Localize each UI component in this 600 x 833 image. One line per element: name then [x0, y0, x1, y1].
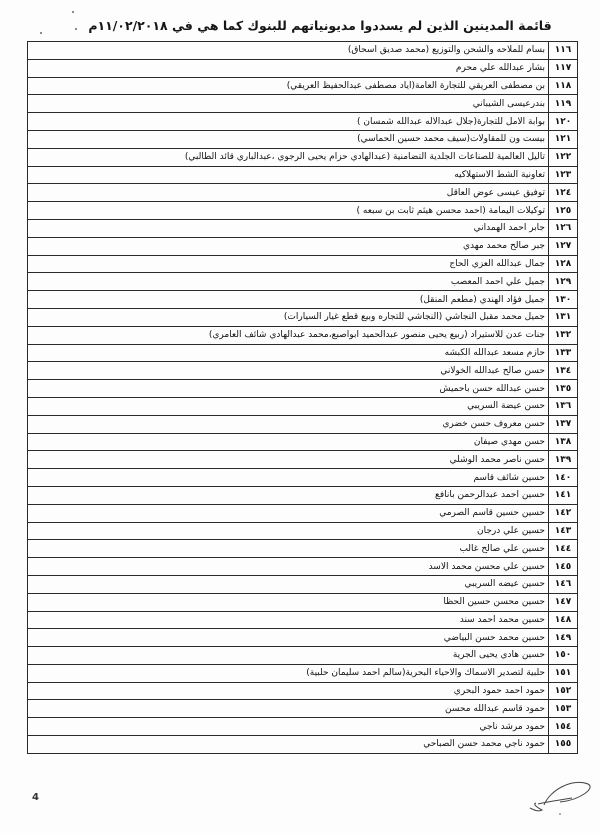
table-row — [28, 415, 578, 433]
table-row — [28, 130, 578, 148]
row-number: ١٤٦ — [549, 575, 578, 593]
debtor-name: توكيلات اليمامة (احمد محسن هيثم ثابت بن سبعه ) — [28, 202, 549, 220]
debtor-name: حمود ناجي محمد حسن الصباحي — [28, 736, 549, 754]
table-row — [28, 451, 578, 469]
row-number: ١٣٨ — [549, 433, 578, 451]
debtor-name: حسين علي محسن محمد الاسد — [28, 558, 549, 576]
row-number: ١١٩ — [549, 95, 578, 113]
row-number: ١٣٤ — [549, 362, 578, 380]
row-number: ١١٧ — [549, 59, 578, 77]
debtor-name: جنات عدن للاستيراد (ربيع يحيى منصور عبدالحميد ابواصبع،محمد عبدالهادي شائف العامري) — [28, 326, 549, 344]
debtor-name: حسن معروف حسن خضري — [28, 415, 549, 433]
debtor-name: حسين شائف قاسم — [28, 469, 549, 487]
scan-speck — [72, 11, 74, 13]
debtor-name: جميل محمد مقبل النجاشي (النجاشي للتجاره وبيع قطع غيار السيارات) — [28, 308, 549, 326]
debtor-name: جميل فؤاد الهندي (مطعم المنقل) — [28, 291, 549, 309]
row-number: ١٢٨ — [549, 255, 578, 273]
debtor-name: بسام للملاحه والشحن والتوزيع (محمد صديق اسحاق) — [28, 42, 549, 60]
debtor-name: تعاونية الشط الاستهلاكيه — [28, 166, 549, 184]
debtor-name: بندرعيسى الشيباني — [28, 95, 549, 113]
debtor-name: حسن عبدالله حسن باحميش — [28, 380, 549, 398]
table-row — [28, 486, 578, 504]
debtor-name: بوابة الامل للتجارة(جلال عبدالاله عبدالله شمسان ) — [28, 113, 549, 131]
table-row — [28, 611, 578, 629]
table-row — [28, 255, 578, 273]
row-number: ١٣٢ — [549, 326, 578, 344]
table-row — [28, 219, 578, 237]
debtor-name: توفيق عيسى عوض العاقل — [28, 184, 549, 202]
table-row — [28, 558, 578, 576]
table-row — [28, 469, 578, 487]
table-row — [28, 362, 578, 380]
debtor-name: حسين محسن حسين الحظا — [28, 593, 549, 611]
table-row — [28, 700, 578, 718]
row-number: ١٣٩ — [549, 451, 578, 469]
row-number: ١٤٣ — [549, 522, 578, 540]
row-number: ١٣٣ — [549, 344, 578, 362]
debtors-table — [27, 41, 578, 754]
scan-speck — [40, 32, 42, 34]
table-row — [28, 291, 578, 309]
table-row — [28, 326, 578, 344]
debtor-name: بن مصطفى العريقي للتجارة العامة(اياد مصطفى عبدالحفيظ العريقي) — [28, 77, 549, 95]
row-number: ١٢١ — [549, 130, 578, 148]
row-number: ١٣٦ — [549, 397, 578, 415]
table-row — [28, 380, 578, 398]
table-row — [28, 718, 578, 736]
debtor-name: حمود مرشد ناجي — [28, 718, 549, 736]
table-row — [28, 682, 578, 700]
table-row — [28, 77, 578, 95]
debtor-name: حسين حسين قاسم الصرمي — [28, 504, 549, 522]
table-row — [28, 433, 578, 451]
debtor-name: تاليل العالمية للصناعات الجلدية التضامنية (عبدالهادي حزام يحيى الرجوي ،عبدالباري قائد الطالبي) — [28, 148, 549, 166]
debtor-name: حسين عيضه السريبي — [28, 575, 549, 593]
table-row — [28, 95, 578, 113]
debtor-name: حسين محمد حسن البياضي — [28, 629, 549, 647]
row-number: ١٢٠ — [549, 113, 578, 131]
row-number: ١٥٤ — [549, 718, 578, 736]
table-row — [28, 504, 578, 522]
row-number: ١٣١ — [549, 308, 578, 326]
table-row — [28, 522, 578, 540]
signature-icon — [520, 772, 600, 822]
row-number: ١٤٩ — [549, 629, 578, 647]
row-number: ١٤٥ — [549, 558, 578, 576]
table-row — [28, 540, 578, 558]
debtor-name: حسن مهدي صيفان — [28, 433, 549, 451]
table-row — [28, 166, 578, 184]
row-number: ١٤٢ — [549, 504, 578, 522]
table-row — [28, 148, 578, 166]
row-number: ١٣٠ — [549, 291, 578, 309]
debtor-name: حسين محمد احمد سند — [28, 611, 549, 629]
debtor-name: جميل علي احمد المعصب — [28, 273, 549, 291]
row-number: ١٥٠ — [549, 647, 578, 665]
table-row — [28, 59, 578, 77]
debtor-name: جابر احمد الهمداني — [28, 219, 549, 237]
row-number: ١٥٥ — [549, 736, 578, 754]
debtor-name: حازم مسعد عبدالله الكبشه — [28, 344, 549, 362]
debtor-name: حسين علي صالح غالب — [28, 540, 549, 558]
table-row — [28, 184, 578, 202]
debtor-name: حسين احمد عبدالرحمن بانافع — [28, 486, 549, 504]
row-number: ١٢٢ — [549, 148, 578, 166]
row-number: ١٥٣ — [549, 700, 578, 718]
table-row — [28, 42, 578, 60]
table-row — [28, 664, 578, 682]
debtor-name: جبر صالح محمد مهدي — [28, 237, 549, 255]
table-row — [28, 237, 578, 255]
debtor-name: بيست ون للمقاولات(سيف محمد حسين الحماسي) — [28, 130, 549, 148]
row-number: ١٣٧ — [549, 415, 578, 433]
debtor-name: حسن ناصر محمد الوشلي — [28, 451, 549, 469]
table-row — [28, 575, 578, 593]
row-number: ١١٨ — [549, 77, 578, 95]
table-row — [28, 308, 578, 326]
table-row — [28, 344, 578, 362]
table-row — [28, 736, 578, 754]
row-number: ١٥١ — [549, 664, 578, 682]
debtor-name: حسن صالح عبدالله الخولاني — [28, 362, 549, 380]
row-number: ١٢٦ — [549, 219, 578, 237]
debtor-name: حسن عيضة السريبي — [28, 397, 549, 415]
row-number: ١٢٣ — [549, 166, 578, 184]
row-number: ١٢٩ — [549, 273, 578, 291]
table-row — [28, 202, 578, 220]
debtor-name: حمود قاسم عبدالله محسن — [28, 700, 549, 718]
row-number: ١٣٥ — [549, 380, 578, 398]
debtor-name: حلبية لتصدير الاسماك والاحياء البحرية(سالم احمد سليمان حلبية) — [28, 664, 549, 682]
page-number: 4 — [32, 792, 39, 803]
debtor-name: حسين علي درجان — [28, 522, 549, 540]
row-number: ١١٦ — [549, 42, 578, 60]
table-row — [28, 647, 578, 665]
debtor-name: حمود احمد حمود البحري — [28, 682, 549, 700]
row-number: ١٢٥ — [549, 202, 578, 220]
debtor-name: جمال عبدالله العزي الحاج — [28, 255, 549, 273]
row-number: ١٤٠ — [549, 469, 578, 487]
row-number: ١٢٧ — [549, 237, 578, 255]
row-number: ١٤٤ — [549, 540, 578, 558]
row-number: ١٥٢ — [549, 682, 578, 700]
table-row — [28, 593, 578, 611]
row-number: ١٢٤ — [549, 184, 578, 202]
table-row — [28, 273, 578, 291]
table-row — [28, 629, 578, 647]
table-row — [28, 113, 578, 131]
debtor-name: بشار عبدالله علي محرم — [28, 59, 549, 77]
table-row — [28, 397, 578, 415]
debtor-name: حسين هادي يحيى الجرية — [28, 647, 549, 665]
row-number: ١٤١ — [549, 486, 578, 504]
row-number: ١٤٧ — [549, 593, 578, 611]
document-title: قائمة المدينين الذين لم يسددوا مديونياتهم للبنوك كما هي في ١١/٠٢/٢٠١٨م — [88, 18, 552, 33]
row-number: ١٤٨ — [549, 611, 578, 629]
